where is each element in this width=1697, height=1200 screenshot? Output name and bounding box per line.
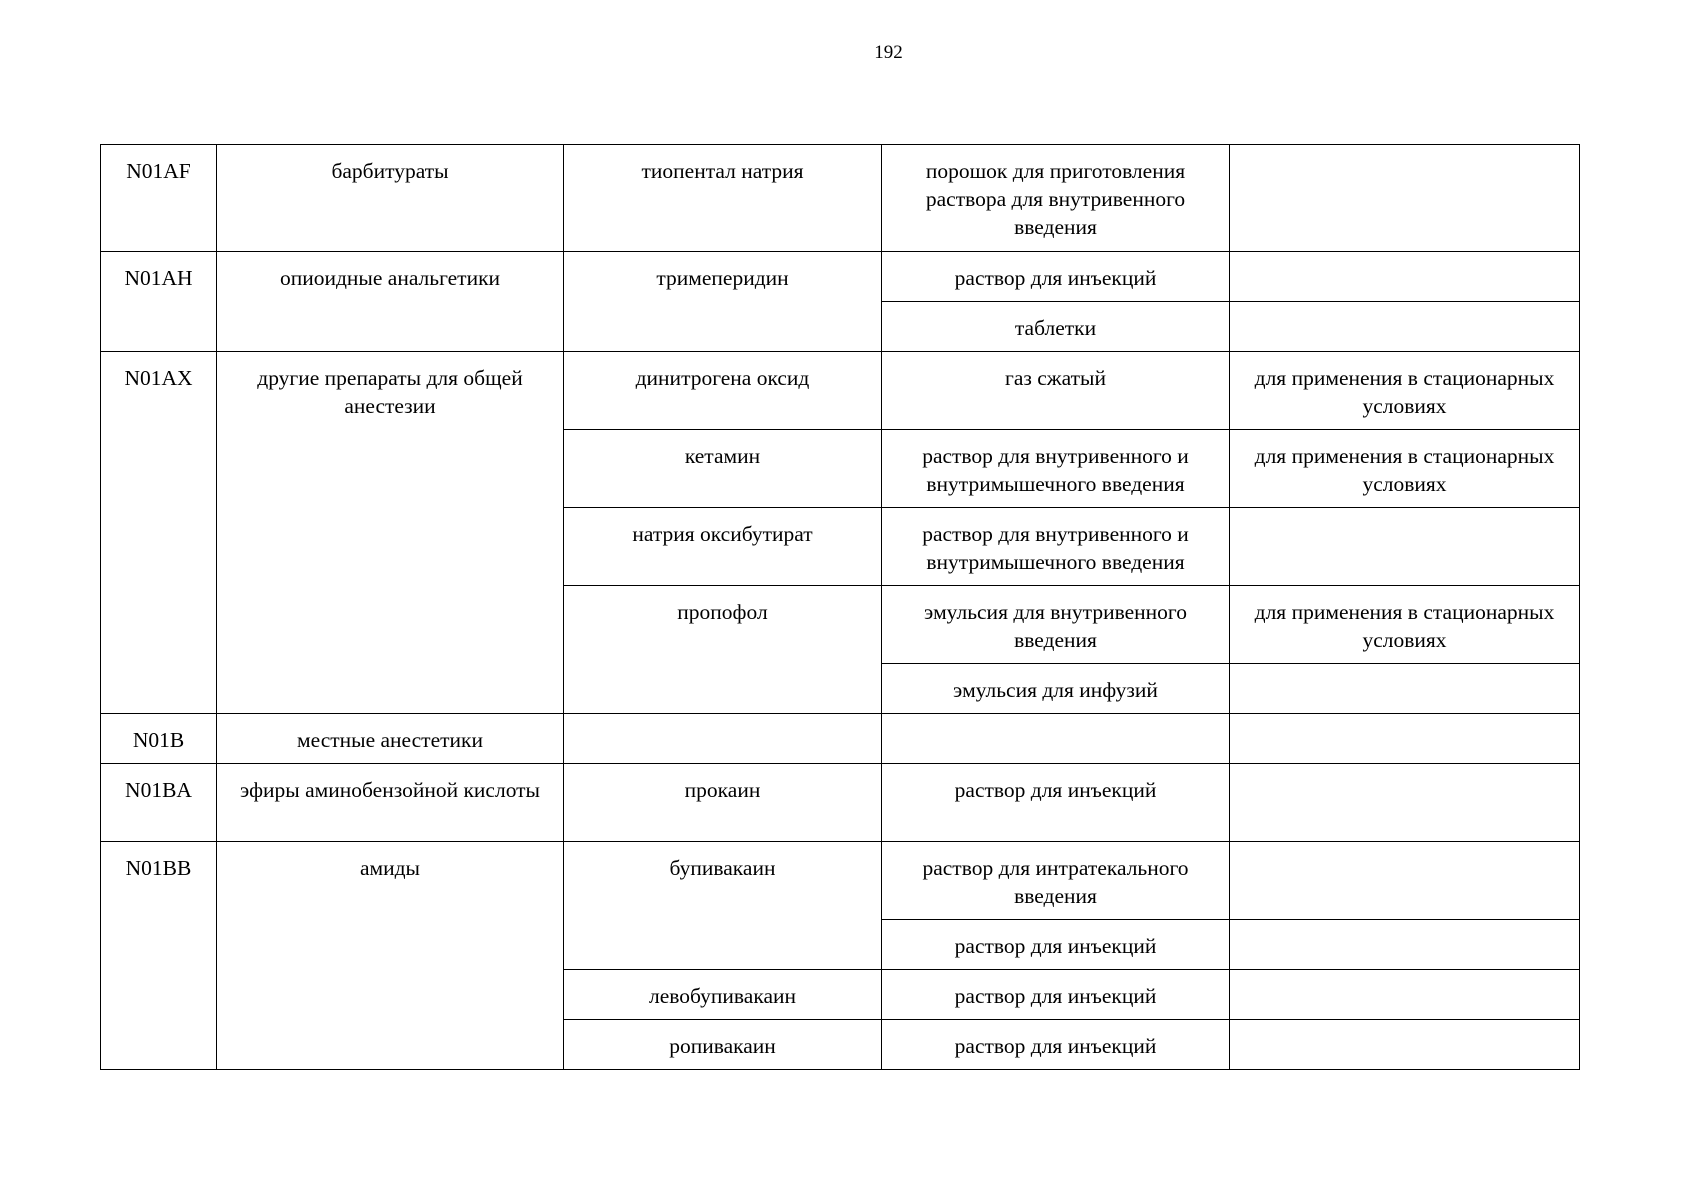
note-cell <box>1230 145 1580 252</box>
note-cell <box>1230 714 1580 764</box>
atc-code-cell: N01BB <box>101 842 217 1070</box>
note-cell <box>1230 1020 1580 1070</box>
table-row <box>101 352 1580 430</box>
drug-table <box>100 144 1580 1070</box>
atc-code-cell: N01AH <box>101 252 217 352</box>
drug-cell: динитрогена оксид <box>564 352 882 430</box>
form-cell: раствор для интратекального введения <box>882 842 1230 920</box>
note-cell: для применения в стационарных условиях <box>1230 586 1580 664</box>
group-cell: амиды <box>217 842 564 1070</box>
group-cell: местные анестетики <box>217 714 564 764</box>
form-cell: раствор для внутривенного и внутримышечного введения <box>882 508 1230 586</box>
atc-code-cell: N01AF <box>101 145 217 252</box>
table-row <box>101 764 1580 842</box>
page-number: 192 <box>874 42 903 63</box>
note-cell <box>1230 252 1580 302</box>
group-cell: опиоидные анальгетики <box>217 252 564 352</box>
drug-cell: ропивакаин <box>564 1020 882 1070</box>
form-cell: эмульсия для внутривенного введения <box>882 586 1230 664</box>
table-row <box>101 145 1580 252</box>
atc-code-cell: N01BA <box>101 764 217 842</box>
group-cell: эфиры аминобензойной кислоты <box>217 764 564 842</box>
form-cell <box>882 145 1230 252</box>
form-cell: раствор для инъекций <box>882 970 1230 1020</box>
drug-cell: бупивакаин <box>564 842 882 970</box>
note-cell <box>1230 842 1580 920</box>
table-row <box>101 842 1580 920</box>
note-cell: для применения в стационарных условиях <box>1230 352 1580 430</box>
note-cell <box>1230 302 1580 352</box>
atc-code-cell: N01B <box>101 714 217 764</box>
drug-cell: левобупивакаин <box>564 970 882 1020</box>
drug-cell <box>564 714 882 764</box>
note-cell <box>1230 920 1580 970</box>
form-cell: эмульсия для инфузий <box>882 664 1230 714</box>
group-cell: барбитураты <box>217 145 564 252</box>
form-cell: раствор для инъекций <box>882 252 1230 302</box>
form-cell <box>882 714 1230 764</box>
note-cell <box>1230 764 1580 842</box>
note-cell <box>1230 970 1580 1020</box>
form-cell: раствор для инъекций <box>882 764 1230 842</box>
note-cell <box>1230 508 1580 586</box>
group-cell: другие препараты для общей анестезии <box>217 352 564 714</box>
note-cell: для применения в стационарных условиях <box>1230 430 1580 508</box>
table-row <box>101 252 1580 302</box>
atc-code-cell: N01AX <box>101 352 217 714</box>
form-cell: раствор для инъекций <box>882 920 1230 970</box>
drug-cell: прокаин <box>564 764 882 842</box>
drug-cell: тиопентал натрия <box>564 145 882 252</box>
form-cell: раствор для инъекций <box>882 1020 1230 1070</box>
form-cell: газ сжатый <box>882 352 1230 430</box>
drug-cell: кетамин <box>564 430 882 508</box>
form-cell: раствор для внутривенного и внутримышечного введения <box>882 430 1230 508</box>
form-cell: таблетки <box>882 302 1230 352</box>
drug-cell: пропофол <box>564 586 882 714</box>
table-row <box>101 714 1580 764</box>
drug-cell: натрия оксибутират <box>564 508 882 586</box>
drug-cell: тримеперидин <box>564 252 882 352</box>
form-text: порошок для приготовления раствора для внутривенного введения <box>925 159 1186 239</box>
note-cell <box>1230 664 1580 714</box>
